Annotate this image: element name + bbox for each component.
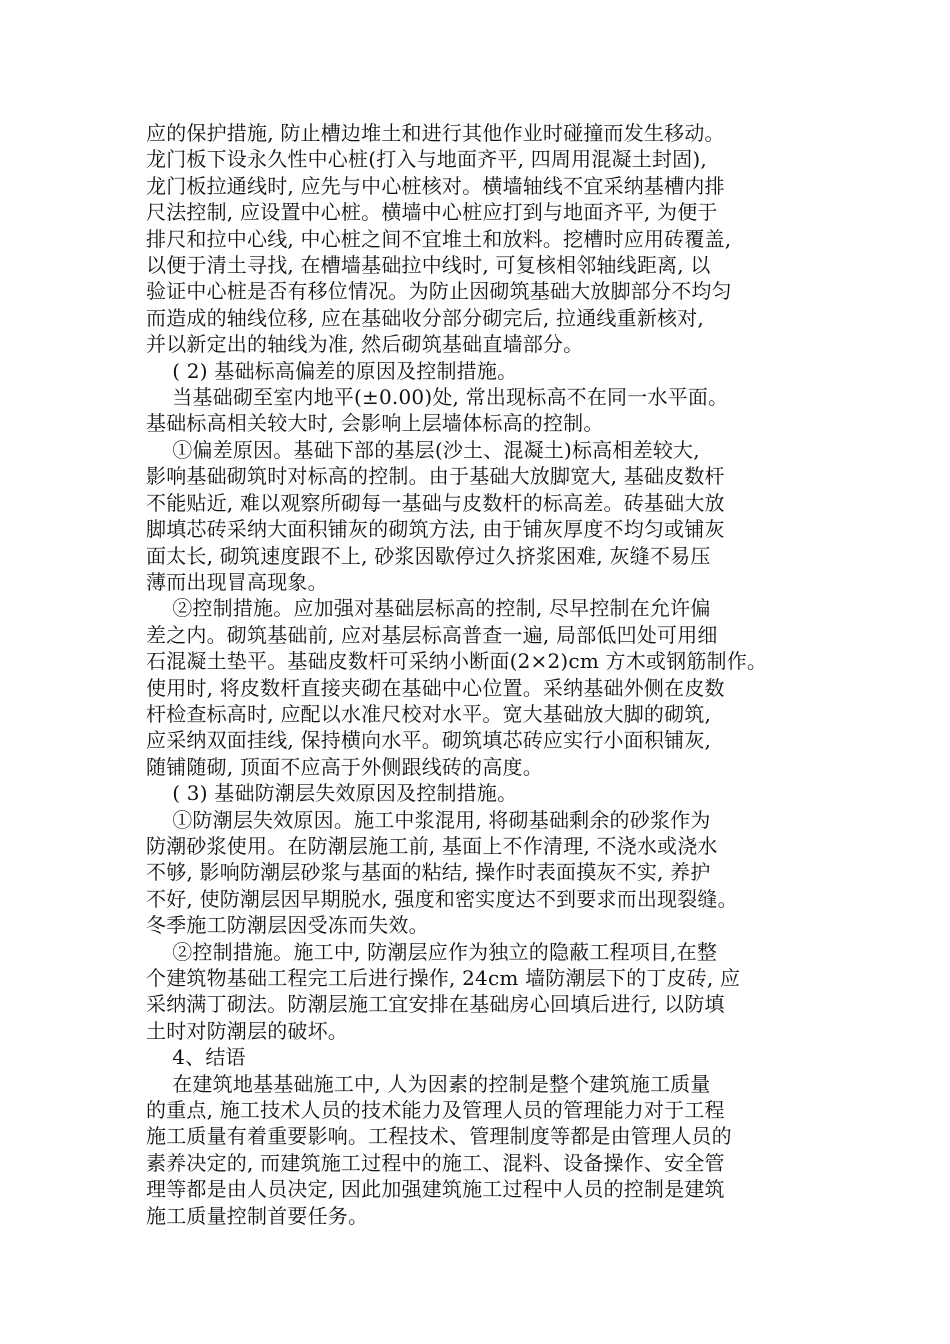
text-line: 采纳满丁砌法。防潮层施工宜安排在基础房心回填后进行, 以防填 (146, 992, 725, 1017)
section-heading: ( 3) 基础防潮层失效原因及控制措施。 (146, 781, 518, 806)
text-line: 面太长, 砌筑速度跟不上, 砂浆因歇停过久挤浆困难, 灰缝不易压 (146, 543, 711, 568)
text-line: ①偏差原因。基础下部的基层(沙土、混凝土)标高相差较大, (146, 437, 700, 462)
text-line: 的重点, 施工技术人员的技术能力及管理人员的管理能力对于工程 (146, 1098, 725, 1123)
text-line: 差之内。砌筑基础前, 应对基层标高普查一遍, 局部低凹处可用细 (146, 622, 718, 647)
text-line: 薄而出现冒高现象。 (146, 569, 328, 594)
text-line: 石混凝土垫平。基础皮数杆可采纳小断面(2×2)cm 方木或钢筋制作。 (146, 649, 768, 674)
text-line: 龙门板拉通线时, 应先与中心桩核对。横墙轴线不宜采纳基槽内排 (146, 173, 725, 198)
section-heading: 4、结语 (146, 1045, 246, 1070)
text-line: 不好, 使防潮层因早期脱水, 强度和密实度达不到要求而出现裂缝。 (146, 886, 738, 911)
text-line: 验证中心桩是否有移位情况。为防止因砌筑基础大放脚部分不均匀 (146, 279, 732, 304)
text-line: 以便于清土寻找, 在槽墙基础拉中线时, 可复核相邻轴线距离, 以 (146, 253, 711, 278)
text-line: 而造成的轴线位移, 应在基础收分部分砌完后, 拉通线重新核对, (146, 305, 704, 330)
text-line: 冬季施工防潮层因受冻而失效。 (146, 913, 429, 938)
text-line: 杆检查标高时, 应配以水准尺校对水平。宽大基础放大脚的砌筑, (146, 701, 712, 726)
text-line: 不够, 影响防潮层砂浆与基面的粘结, 操作时表面摸灰不实, 养护 (146, 860, 711, 885)
text-line: 排尺和拉中心线, 中心桩之间不宜堆土和放料。挖槽时应用砖覆盖, (146, 226, 732, 251)
text-line: 应采纳双面挂线, 保持横向水平。砌筑填芯砖应实行小面积铺灰, (146, 728, 712, 753)
text-line: 脚填芯砖采纳大面积铺灰的砌筑方法, 由于铺灰厚度不均匀或铺灰 (146, 517, 725, 542)
text-line: 土时对防潮层的破坏。 (146, 1018, 348, 1043)
text-line: 理等都是由人员决定, 因此加强建筑施工过程中人员的控制是建筑 (146, 1177, 725, 1202)
section-heading: ( 2) 基础标高偏差的原因及控制措施。 (146, 358, 518, 383)
body-text (146, 120, 826, 1229)
text-line: 施工质量有着重要影响。工程技术、管理制度等都是由管理人员的 (146, 1124, 732, 1149)
text-line: 防潮砂浆使用。在防潮层施工前, 基面上不作清理, 不浇水或浇水 (146, 833, 718, 858)
text-line: 不能贴近, 难以观察所砌每一基础与皮数杆的标高差。砖基础大放 (146, 490, 725, 515)
text-line: 素养决定的, 而建筑施工过程中的施工、混料、设备操作、安全管 (146, 1150, 725, 1175)
text-line: ②控制措施。施工中, 防潮层应作为独立的隐蔽工程项目,在整 (146, 939, 718, 964)
text-line: 当基础砌至室内地平(±0.00)处, 常出现标高不在同一水平面。 (146, 385, 729, 410)
text-line: 使用时, 将皮数杆直接夹砌在基础中心位置。采纳基础外侧在皮数 (146, 675, 725, 700)
text-line: 并以新定出的轴线为准, 然后砌筑基础直墙部分。 (146, 332, 584, 357)
text-line: 尺法控制, 应设置中心桩。横墙中心桩应打到与地面齐平, 为便于 (146, 200, 718, 225)
text-line: 随铺随砌, 顶面不应高于外侧跟线砖的高度。 (146, 754, 543, 779)
text-line: ②控制措施。应加强对基础层标高的控制, 尽早控制在允许偏 (146, 596, 711, 621)
text-line: 施工质量控制首要任务。 (146, 1203, 369, 1228)
text-line: 影响基础砌筑时对标高的控制。由于基础大放脚宽大, 基础皮数杆 (146, 464, 725, 489)
text-line: 基础标高相关较大时, 会影响上层墙体标高的控制。 (146, 411, 604, 436)
text-line: 龙门板下设永久性中心桩(打入与地面齐平, 四周用混凝土封固), (146, 147, 707, 172)
text-line: 个建筑物基础工程完工后进行操作, 24cm 墙防潮层下的丁皮砖, 应 (146, 966, 741, 990)
text-line: 应的保护措施, 防止槽边堆土和进行其他作业时碰撞而发生移动。 (146, 121, 725, 145)
text-line: ①防潮层失效原因。施工中浆混用, 将砌基础剩余的砂浆作为 (146, 807, 711, 832)
text-line: 在建筑地基基础施工中, 人为因素的控制是整个建筑施工质量 (146, 1071, 711, 1096)
